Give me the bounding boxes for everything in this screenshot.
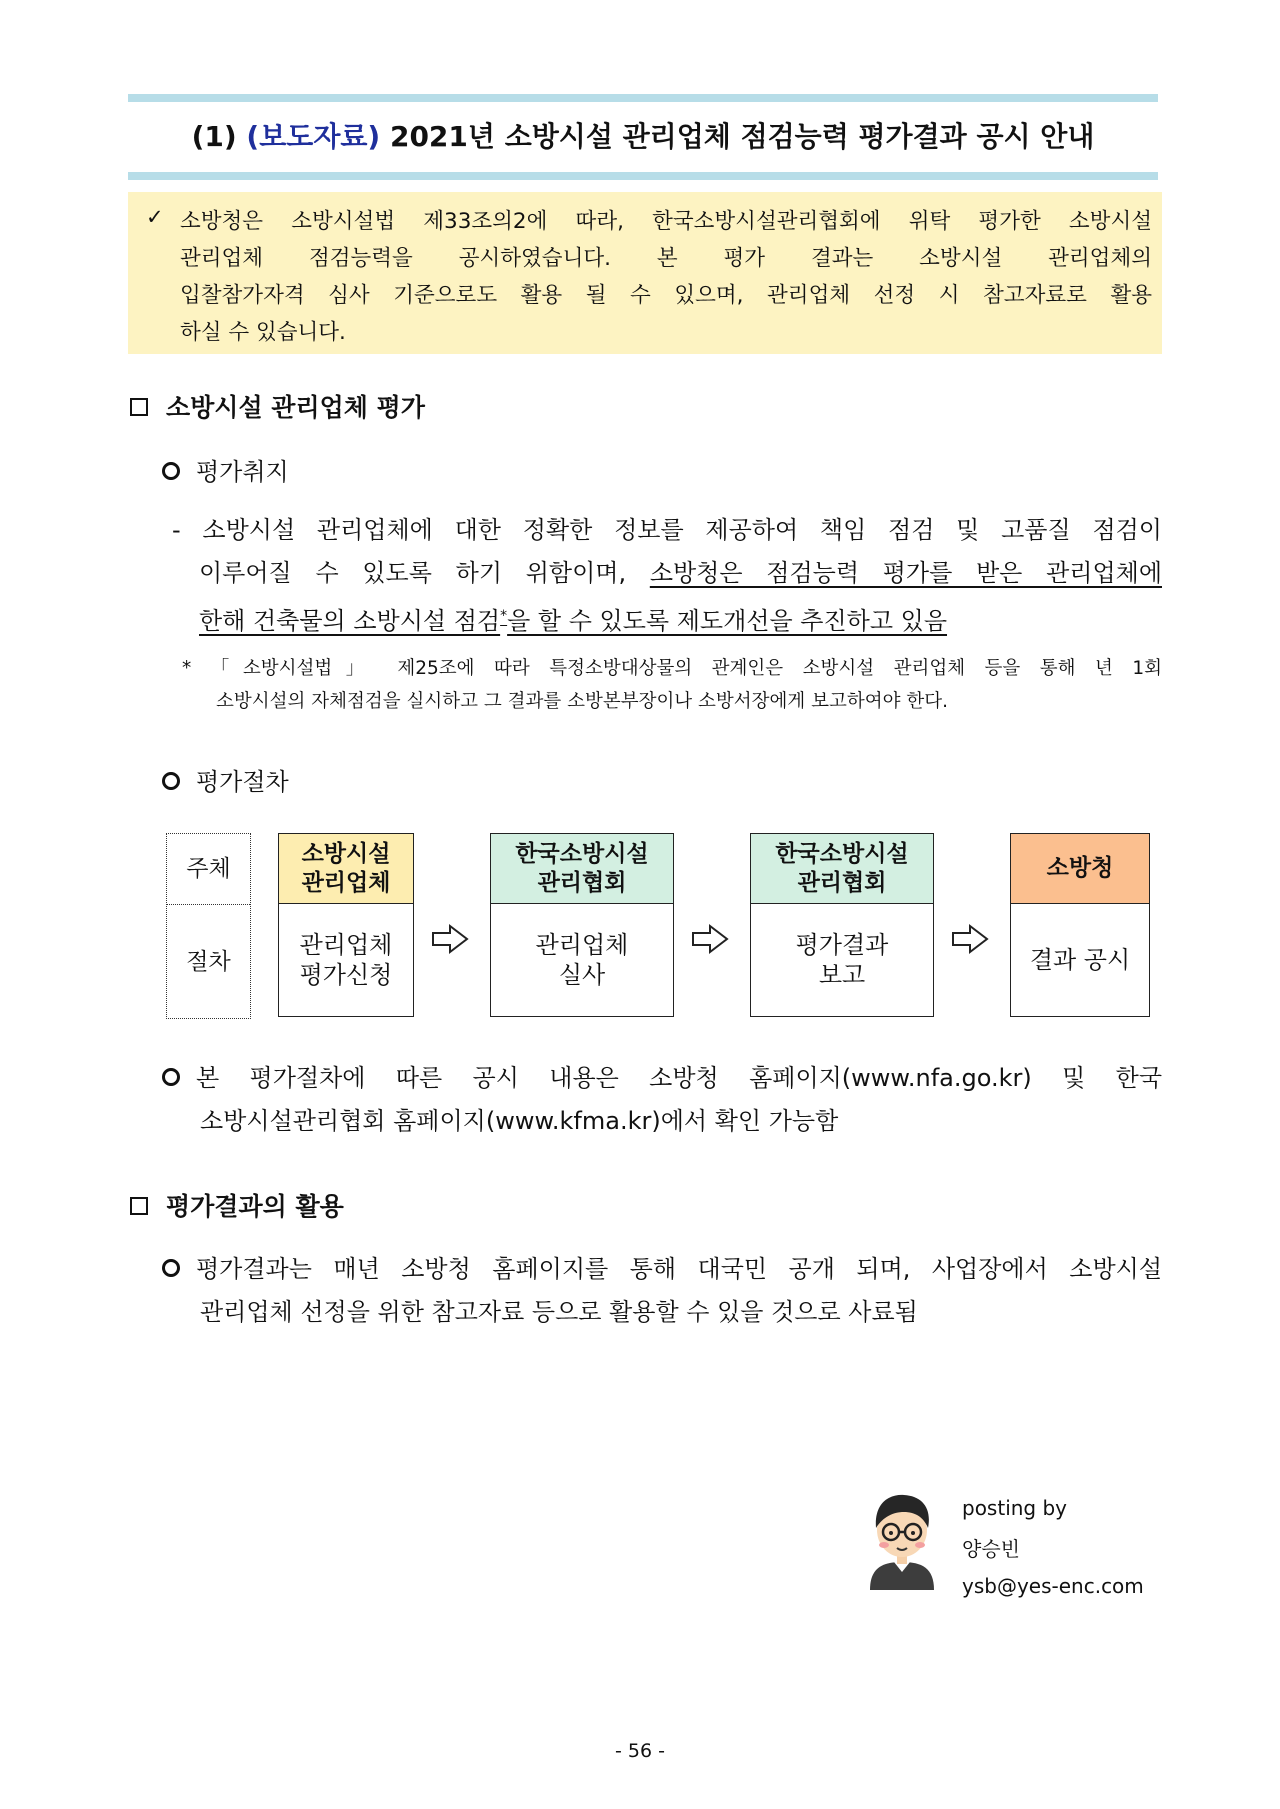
title-main: 2021년 소방시설 관리업체 점검능력 평가결과 공시 안내	[380, 120, 1095, 153]
row-label-procedure: 절차	[167, 904, 250, 1019]
circle-bullet-icon	[162, 462, 180, 480]
section-heading-evaluation	[130, 388, 425, 424]
bullet-text: 본 평가절차에 따른 공시 내용은 소방청 홈페이지(www.nfa.go.kr) 및 한국	[196, 1064, 1162, 1092]
underlined-text: 소방청은 점검능력 평가를 받은 관리업체에	[649, 559, 1162, 587]
circle-bullet-icon	[162, 1068, 180, 1086]
bullet-procedure	[162, 762, 289, 797]
stage-procedure: 관리업체 실사	[535, 931, 629, 989]
page-title	[128, 102, 1158, 172]
author-name: 양승빈	[962, 1537, 1020, 1561]
stage-box	[278, 833, 414, 1017]
stage-subject: 소방시설 관리업체	[279, 834, 413, 904]
paragraph-line	[172, 595, 1162, 643]
publication-paragraph	[162, 1057, 1162, 1143]
stage-box	[750, 833, 934, 1017]
right-arrow-icon	[690, 923, 730, 955]
stage-box	[490, 833, 674, 1017]
summary-line: 하실 수 있습니다.	[180, 320, 346, 345]
section-heading-text: 평가결과의 활용	[166, 1192, 344, 1221]
stage-procedure: 관리업체 평가신청	[299, 931, 393, 989]
bullet-text: 관리업체 선정을 위한 참고자료 등으로 활용할 수 있을 것으로 사료됨	[200, 1298, 918, 1326]
underlined-text: 한해 건축물의 소방시설 점검	[199, 607, 501, 635]
stage-box	[1010, 833, 1150, 1017]
purpose-paragraph	[172, 509, 1162, 643]
underlined-text: 을 할 수 있도록 제도개선을 추진하고 있음	[507, 607, 948, 635]
square-bullet-icon	[130, 1197, 148, 1215]
footnote-line: 소방시설의 자체점검을 실시하고 그 결과를 소방본부장이나 소방서장에게 보고하여야 한다.	[216, 691, 949, 712]
procedure-flow-diagram	[166, 833, 1166, 1023]
paragraph-plain-text: 이루어질 수 있도록 하기 위함이며,	[199, 559, 650, 587]
stage-subject: 한국소방시설 관리협회	[491, 834, 673, 904]
footnote	[182, 652, 1162, 718]
paragraph-line: - 소방시설 관리업체에 대한 정확한 정보를 제공하여 책임 점검 및 고품질 점검이	[172, 516, 1162, 544]
row-label-subject: 주체	[186, 856, 231, 882]
bullet-text: 소방시설관리협회 홈페이지(www.kfma.kr)에서 확인 가능함	[200, 1107, 839, 1135]
square-bullet-icon	[130, 398, 148, 416]
page-number: - 56 -	[615, 1740, 665, 1762]
bullet-text: 평가취지	[196, 458, 289, 486]
author-email: ysb@yes-enc.com	[962, 1574, 1144, 1598]
title-bottom-rule	[128, 172, 1158, 180]
author-avatar-icon	[864, 1490, 940, 1590]
bullet-text: 평가절차	[196, 768, 289, 796]
stage-procedure: 평가결과 보고	[795, 931, 889, 989]
bullet-publication	[162, 1057, 1162, 1143]
footnote-marker: *	[500, 608, 508, 624]
circle-bullet-icon	[162, 772, 180, 790]
section-heading-utilization	[130, 1187, 344, 1223]
bullet-purpose	[162, 452, 289, 487]
stage-subject: 한국소방시설 관리협회	[751, 834, 933, 904]
title-accent: (보도자료)	[246, 120, 381, 153]
summary-text	[180, 203, 1152, 351]
bullet-text: 평가결과는 매년 소방청 홈페이지를 통해 대국민 공개 되며, 사업장에서 소방시설	[196, 1255, 1162, 1283]
stage-procedure: 결과 공시	[1029, 946, 1131, 974]
section-heading-text: 소방시설 관리업체 평가	[166, 393, 425, 422]
right-arrow-icon	[950, 923, 990, 955]
title-block	[128, 94, 1158, 180]
posting-by-label: posting by	[962, 1496, 1068, 1520]
title-prefix: (1)	[191, 120, 247, 153]
stage-subject: 소방청	[1011, 834, 1149, 904]
summary-line: 관리업체 점검능력을 공시하였습니다. 본 평가 결과는 소방시설 관리업체의	[180, 246, 1152, 271]
row-labels	[166, 833, 251, 1019]
summary-line: 소방청은 소방시설법 제33조의2에 따라, 한국소방시설관리협회에 위탁 평가한 소방시설	[180, 209, 1152, 234]
utilization-paragraph	[162, 1248, 1162, 1334]
footnote-line: * 「소방시설법」 제25조에 따라 특정소방대상물의 관계인은 소방시설 관리업체 등을 통해 년 1회	[182, 658, 1162, 679]
paragraph-line	[172, 552, 1162, 595]
summary-box	[128, 192, 1162, 354]
paragraph-line	[162, 1057, 1162, 1100]
bullet-utilization	[162, 1248, 1162, 1334]
summary-line: 입찰참가자격 심사 기준으로도 활용 될 수 있으며, 관리업체 선정 시 참고자료로 활용	[180, 283, 1152, 308]
paragraph-line	[162, 1248, 1162, 1291]
circle-bullet-icon	[162, 1259, 180, 1277]
check-icon: ✓	[146, 205, 164, 229]
right-arrow-icon	[430, 923, 470, 955]
title-top-rule	[128, 94, 1158, 102]
